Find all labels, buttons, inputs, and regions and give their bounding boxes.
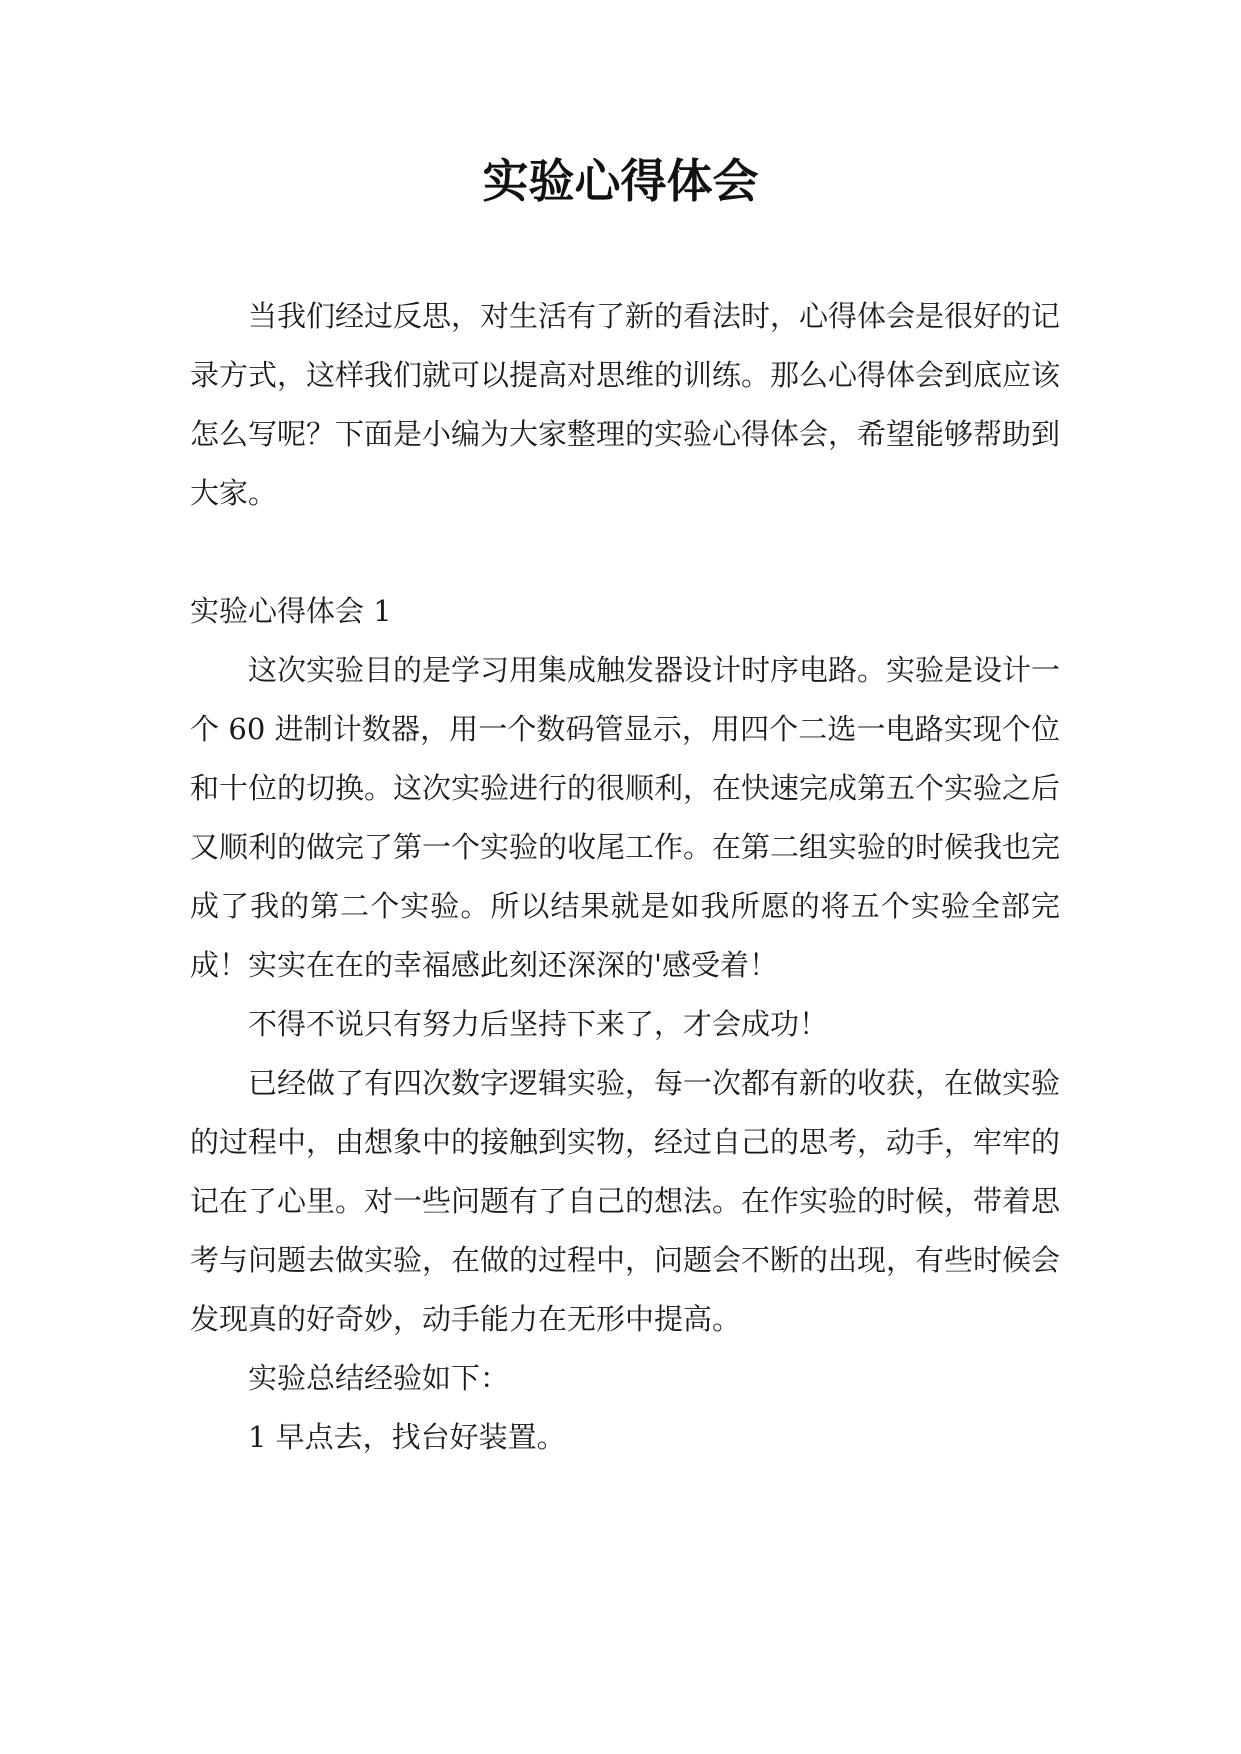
intro-paragraph: 当我们经过反思，对生活有了新的看法时，心得体会是很好的记录方式，这样我们就可以提高对思维的训练。那么心得体会到底应该怎么写呢？下面是小编为大家整理的实验心得体会，希望能够帮助到大家。	[190, 299, 1061, 510]
document-title: 实验心得体会	[482, 154, 759, 208]
body-paragraph: 已经做了有四次数字逻辑实验，每一次都有新的收获，在做实验的过程中，由想象中的接触到实物，经过自己的思考，动手，牢牢的记在了心里。对一些问题有了自己的想法。在作实验的时候，带着思考与问题去做实验，在做的过程中，问题会不断的出现，有些时候会发现真的好奇妙，动手能力在无形中提高。	[190, 1066, 1061, 1336]
body-paragraph: 不得不说只有努力后坚持下来了，才会成功！	[248, 1007, 829, 1041]
paragraph-spacer	[190, 523, 1060, 582]
body-paragraph: 这次实验目的是学习用集成触发器设计时序电路。实验是设计一个 60 进制计数器，用一个数码管显示，用四个二选一电路实现个位和十位的切换。这次实验进行的很顺利，在快速完成第五个实验之后又顺利的做完了第一个实验的收尾工作。在第二组实验的时候我也完成了我的第二个实验。所以结果就是如我所愿的将五个实验全部完成！实实在在的幸福感此刻还深深的'感受着！	[190, 653, 1061, 982]
section-heading: 实验心得体会 1	[190, 594, 392, 628]
document-body	[190, 287, 1060, 1467]
body-paragraph: 实验总结经验如下：	[248, 1361, 510, 1395]
body-paragraph: 1 早点去，找台好装置。	[248, 1420, 566, 1454]
